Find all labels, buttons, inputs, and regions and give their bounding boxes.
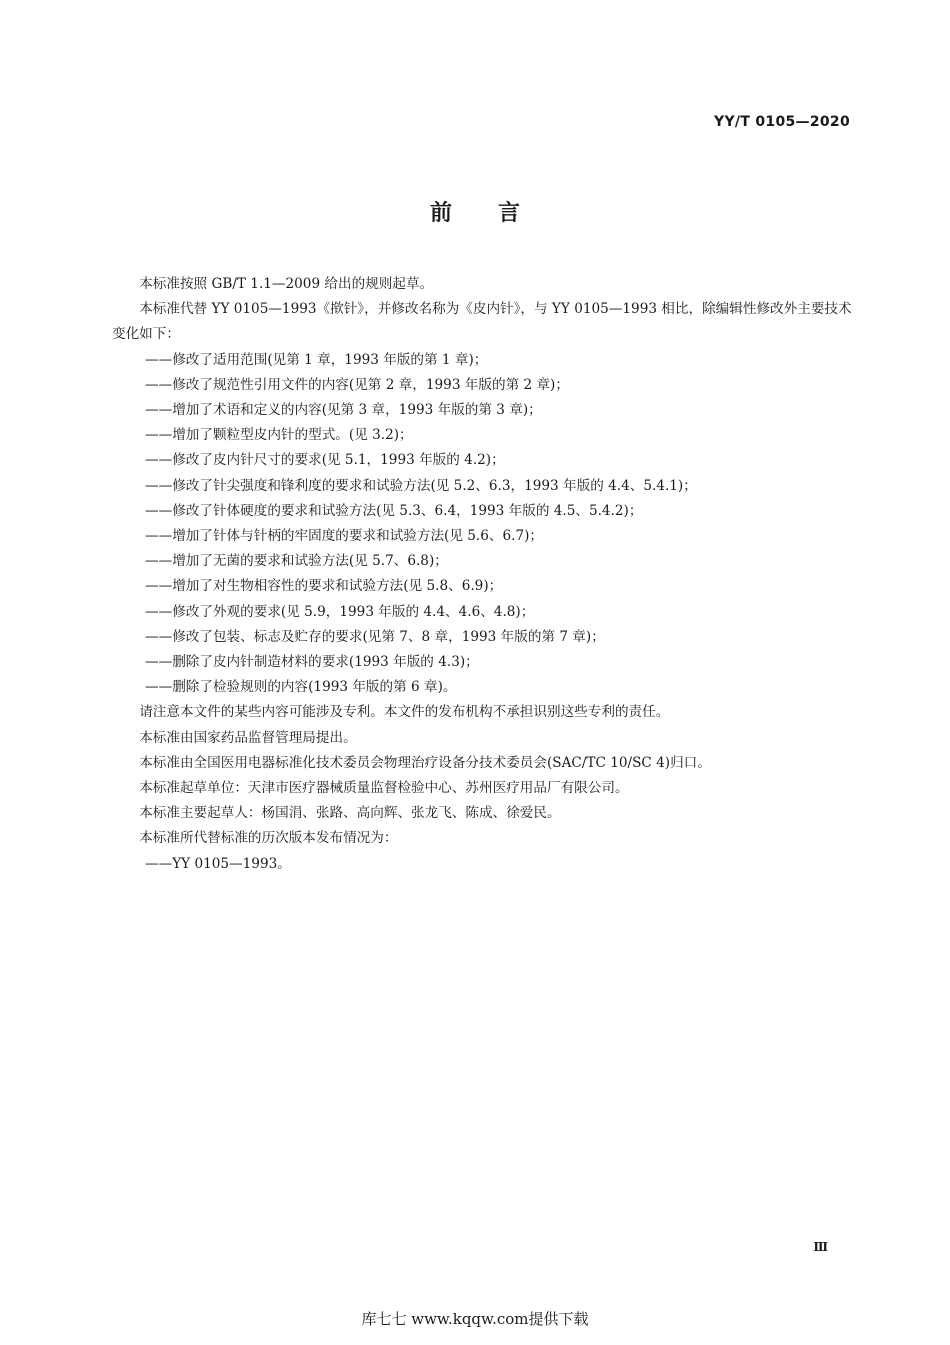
changes-list	[112, 348, 852, 701]
list-item: ——修改了针体硬度的要求和试验方法(见 5.3、6.4，1993 年版的 4.5、5.4.2)；	[145, 502, 643, 519]
list-item: ——删除了皮内针制造材料的要求(1993 年版的 4.3)；	[145, 654, 479, 671]
proposed-by: 本标准由国家药品监督管理局提出。	[139, 729, 357, 746]
page-number: Ⅲ	[813, 1240, 828, 1254]
list-item: ——修改了规范性引用文件的内容(见第 2 章，1993 年版的第 2 章)；	[145, 376, 569, 393]
intro-paragraph-2: 本标准代替 YY 0105—1993《揿针》，并修改名称为《皮内针》，与 YY 0105—1993 相比，除编辑性修改外主要技术变化如下：	[112, 301, 852, 343]
intro-paragraph-1: 本标准按照 GB/T 1.1—2009 给出的规则起草。	[139, 276, 434, 292]
list-item: ——修改了适用范围(见第 1 章，1993 年版的第 1 章)；	[145, 351, 488, 368]
page-title: 前言	[429, 201, 566, 226]
list-item: ——增加了对生物相容性的要求和试验方法(见 5.8、6.9)；	[145, 578, 503, 595]
list-item: ——增加了无菌的要求和试验方法(见 5.7、6.8)；	[145, 553, 448, 570]
list-item: ——增加了颗粒型皮内针的型式。(见 3.2)；	[145, 427, 413, 444]
list-item: ——修改了针尖强度和锋利度的要求和试验方法(见 5.2、6.3，1993 年版的 4.4、5.4.1)；	[145, 477, 697, 494]
list-item: ——增加了针体与针柄的牢固度的要求和试验方法(见 5.6、6.7)；	[145, 528, 544, 545]
list-item: ——删除了检验规则的内容(1993 年版的第 6 章)。	[145, 679, 457, 696]
standard-code: YY/T 0105—2020	[714, 114, 850, 130]
history-title: 本标准所代替标准的历次版本发布情况为：	[139, 830, 398, 847]
drafting-units: 本标准起草单位：天津市医疗器械质量监督检验中心、苏州医疗用品厂有限公司。	[139, 780, 629, 797]
centralized-by: 本标准由全国医用电器标准化技术委员会物理治疗设备分技术委员会(SAC/TC 10/SC 4)归口。	[139, 754, 711, 771]
list-item: ——修改了外观的要求(见 5.9，1993 年版的 4.4、4.6、4.8)；	[145, 603, 535, 620]
list-item: ——增加了术语和定义的内容(见第 3 章，1993 年版的第 3 章)；	[145, 402, 542, 419]
history-item: ——YY 0105—1993。	[145, 855, 291, 872]
patent-note: 请注意本文件的某些内容可能涉及专利。本文件的发布机构不承担识别这些专利的责任。	[139, 704, 670, 721]
drafters: 本标准主要起草人：杨国涓、张路、高向辉、张龙飞、陈成、徐爱民。	[139, 805, 561, 822]
document-body	[112, 272, 852, 877]
download-footer: 库七七 www.kqqw.com提供下载	[361, 1310, 589, 1328]
list-item: ——修改了皮内针尺寸的要求(见 5.1，1993 年版的 4.2)；	[145, 452, 505, 469]
list-item: ——修改了包装、标志及贮存的要求(见第 7、8 章，1993 年版的第 7 章)；	[145, 628, 605, 645]
